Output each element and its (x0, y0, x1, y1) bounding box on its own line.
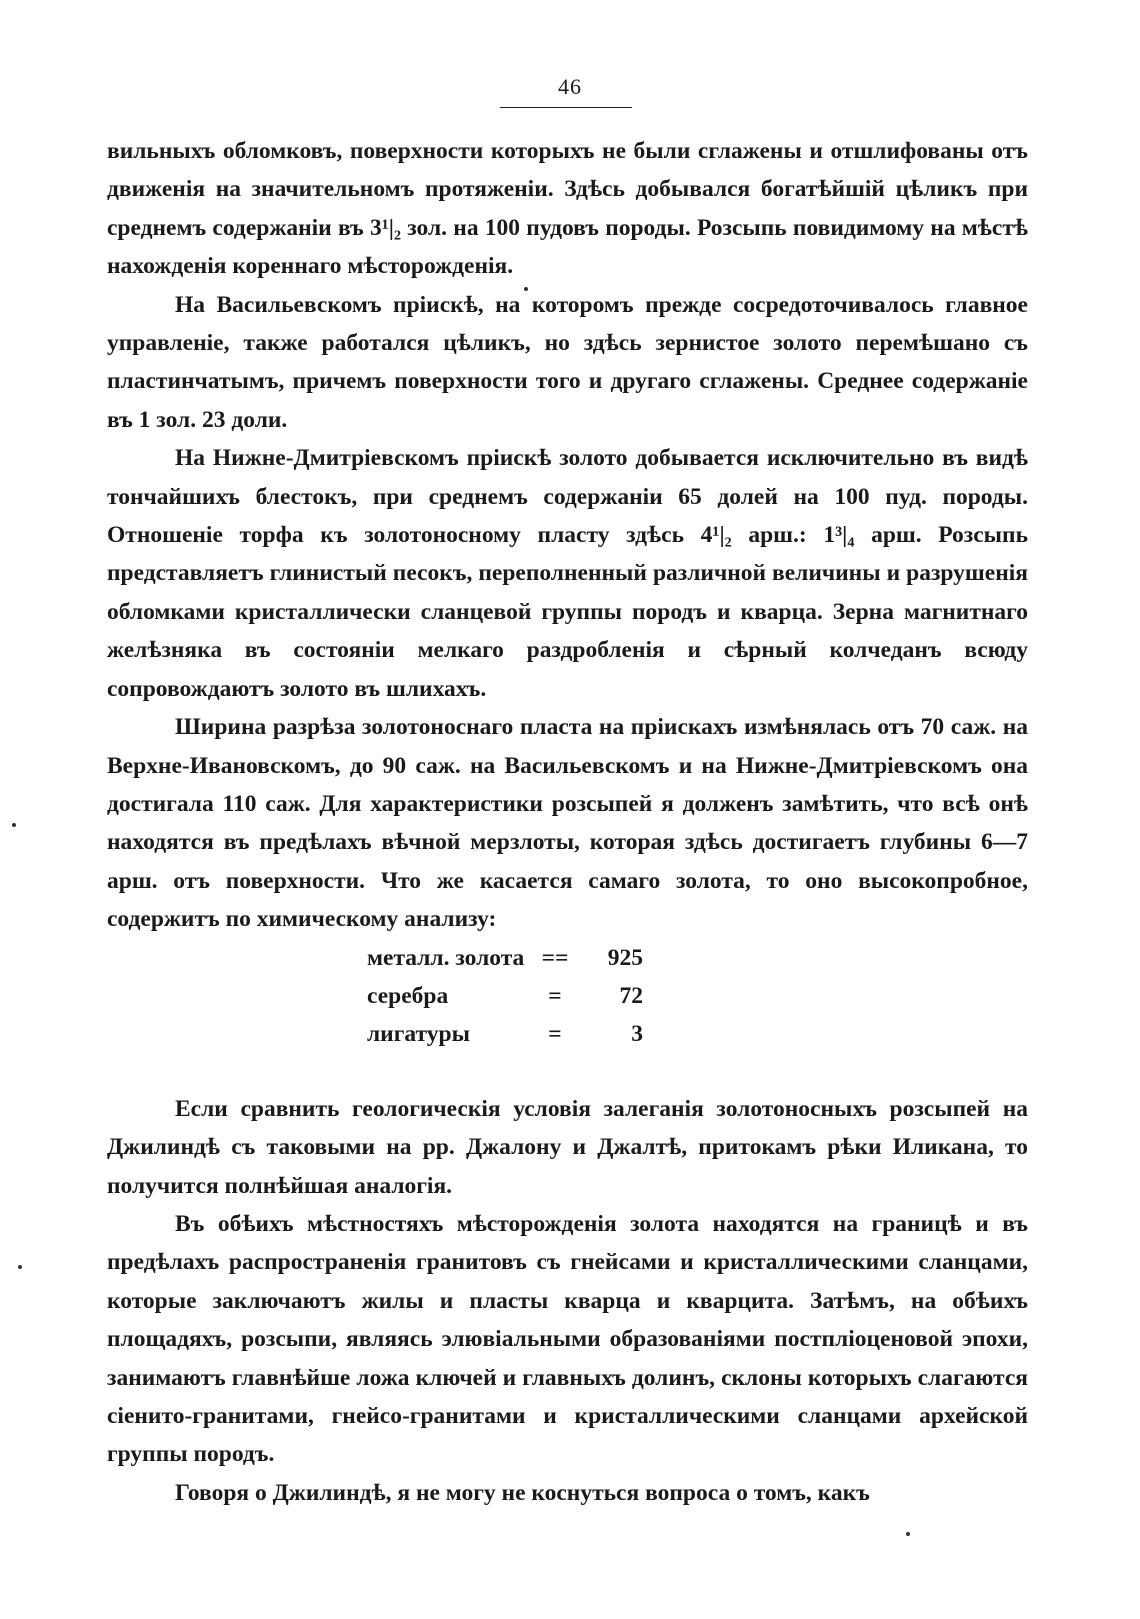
analysis-row-ligature (367, 1015, 667, 1053)
scan-speck (18, 1265, 22, 1269)
scan-speck (906, 1532, 910, 1536)
analysis-value: 925 (607, 944, 643, 971)
analysis-row-gold (367, 939, 667, 977)
paragraph-nizhne-dmitrievsky: На Нижне-Дмитріевскомъ пріискѣ золото добывается исключительно въ видѣ тончайшихъ блестокъ, при среднемъ содержаніи 65 долей на 100 пуд. породы. Отношеніе торфа къ золотоносному пласту здѣсь 4¹|₂ арш.: 1³|₄ арш. Розсыпь представляетъ глинистый песокъ, переполненный различной величины и разрушенія обломками кристаллически сланцевой группы породъ и кварца. Зерна магнитнаго желѣзняка въ состояніи мелкаго раздробленія и сѣрный колчеданъ всюду сопровождаютъ золото въ шлихахъ. (107, 445, 1028, 702)
paragraph-width-of-cut: Ширина разрѣза золотоноснаго пласта на пріискахъ измѣнялась отъ 70 саж. на Верхне-Ивановскомъ, до 90 саж. на Васильевскомъ и на Нижне-Дмитріевскомъ она достигала 110 саж. Для характеристики розсыпей я долженъ замѣтить, что всѣ онѣ находятся въ предѣлахъ вѣчной мерзлоты, которая здѣсь достигаетъ глубины 6—7 арш. отъ поверхности. Что же касается самаго золота, то оно высокопробное, содержитъ по химическому анализу: (107, 714, 1028, 933)
paragraph-continuation: вильныхъ обломковъ, поверхности которыхъ не были сглажены и отшлифованы отъ движенія на значительномъ протяженіи. Здѣсь добывался богатѣйшій цѣликъ при среднемъ содержаніи въ 3¹|₂ зол. на 100 пудовъ породы. Розсыпь повидимому на мѣстѣ нахожденія кореннаго мѣсторожденія. (107, 138, 1028, 280)
paragraph-comparison: Если сравнить геологическія условія залеганія золотоносныхъ розсыпей на Джилиндѣ съ таковыми на рр. Джалону и Джалтѣ, притокамъ рѣки Иликана, то получится полнѣйшая аналогія. (107, 1095, 1028, 1199)
analysis-name: металл. золота (367, 944, 525, 971)
analysis-value: 3 (631, 1021, 643, 1048)
analysis-name: лигатуры (367, 1021, 470, 1048)
paragraph-closing: Говоря о Джилиндѣ, я не могу не коснуться вопроса о томъ, какъ (175, 1479, 870, 1506)
page-number: 46 (558, 74, 582, 99)
table-spacer (107, 1054, 1028, 1090)
analysis-value: 72 (619, 982, 643, 1009)
chemical-analysis-table (367, 939, 1028, 1054)
paragraph-both-localities: Въ обѣихъ мѣстностяхъ мѣсторожденія золота находятся на границѣ и въ предѣлахъ распространенія гранитовъ съ гнейсами и кристаллическими сланцами, которые заключаютъ жилы и пласты кварца и кварцита. Затѣмъ, на обѣихъ площадяхъ, розсыпи, являясь элювіальными образованіями постпліоценовой эпохи, занимаютъ главнѣйше ложа ключей и главныхъ долинъ, склоны которыхъ слагаются сіенито-гранитами, гнейсо-гранитами и кристаллическими сланцами архейской группы породъ. (107, 1210, 1028, 1468)
analysis-name: серебра (367, 982, 449, 1009)
paragraph-vasilevsky: На Васильевскомъ пріискѣ, на которомъ прежде сосредоточивалось главное управленіе, также работался цѣликъ, но здѣсь зернистое золото перемѣшано съ пластинчатымъ, причемъ поверхности того и другаго сглажены. Среднее содержаніе въ 1 зол. 23 доли. (107, 291, 1028, 433)
body-text (107, 132, 1028, 1512)
analysis-equals: = (548, 982, 562, 1009)
analysis-equals: == (541, 944, 569, 971)
header-rule (500, 107, 632, 108)
analysis-row-silver (367, 977, 667, 1015)
scan-speck (12, 823, 16, 827)
scan-speck (524, 287, 528, 291)
analysis-equals: = (548, 1021, 562, 1048)
